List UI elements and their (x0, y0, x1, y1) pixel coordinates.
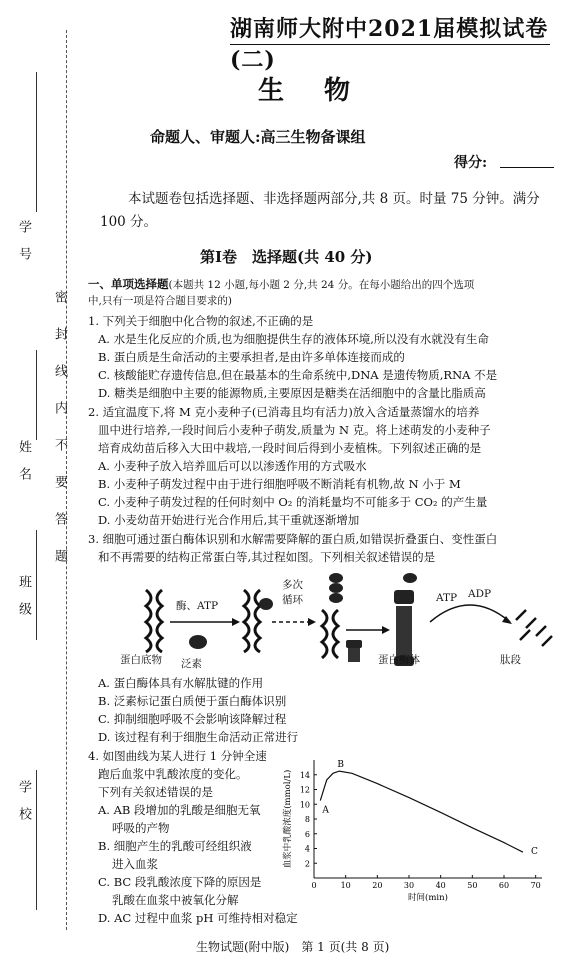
x-tick-label-0: 0 (311, 881, 317, 890)
y-tick-label-0: 2 (304, 859, 310, 869)
q1-stem: 1. 下列关于细胞中化合物的叙述,不正确的是 (88, 314, 314, 328)
y-tick-label-4: 10 (299, 800, 310, 810)
target-protein-label: 蛋白底物 (120, 654, 162, 666)
multi-cycle-label-2: 循环 (282, 594, 303, 606)
lactate-series (320, 771, 523, 852)
q2-option-b: B. 小麦种子萌发过程中由于进行细胞呼吸不断消耗有机物,故 N 小于 M (98, 477, 461, 491)
seal-warning-text: 密封线内不要答题 (52, 290, 67, 586)
q4-stem-3: 下列有关叙述错误的是 (98, 785, 213, 799)
q3-stem-2: 和不再需要的结构正常蛋白等,其过程如图。下列相关叙述错误的是 (98, 550, 436, 564)
y-tick-label-1: 4 (304, 844, 310, 854)
polyubiquitin-protein-icon (322, 573, 343, 658)
student-id-underline (36, 72, 37, 212)
x-ticks (311, 875, 540, 890)
q2-stem-1: 2. 适宜温度下,将 M 克小麦种子(已消毒且均有活力)放入含适量蒸馏水的培养 (88, 405, 480, 419)
q4-option-c-2: 乳酸在血浆中被氧化分解 (112, 893, 239, 907)
peptide-label: 肽段 (500, 654, 521, 666)
adp-label: ADP (468, 588, 492, 600)
q3-option-b: B. 泛素标记蛋白质便于蛋白酶体识别 (98, 694, 287, 708)
q2-stem-3: 培育成幼苗后移入大田中栽培,一段时间后得到小麦植株。下列叙述正确的是 (98, 441, 482, 455)
x-axis-label (408, 892, 448, 902)
x-tick-label-4: 40 (435, 881, 446, 890)
part1-note-1: (本题共 12 小题,每小题 2 分,共 24 分。在每小题给出的四个选项 (168, 279, 475, 291)
q4-option-c-1: C. BC 段乳酸浓度下降的原因是 (98, 875, 262, 889)
q1-option-d: D. 糖类是细胞中主要的能源物质,主要原因是糖类在活细胞中的含量比脂质高 (98, 386, 486, 400)
q4-stem-2: 跑后血浆中乳酸浓度的变化。 (98, 767, 248, 781)
x-tick-label-2: 20 (372, 881, 383, 890)
q2-stem-2: 皿中进行培养,一段时间后小麦种子萌发,质量为 N 克。将上述萌发的小麦种子 (98, 423, 491, 437)
arrow-1-icon (170, 618, 240, 626)
lactate-chart (280, 752, 550, 902)
part1-note-2: 中,只有一项是符合题目要求的) (88, 295, 232, 307)
exam-intro: 本试题卷包括选择题、非选择题两部分,共 8 页。时量 75 分钟。满分 100 分。 (100, 191, 540, 230)
school-label: 学校 (16, 780, 31, 834)
q1-option-a: A. 水是生化反应的介质,也为细胞提供生存的液体环境,所以没有水就没有生命 (98, 332, 489, 346)
section-title: 第Ⅰ卷 选择题(共 40 分) (200, 248, 373, 266)
y-axis-label-text: 血浆中乳酸浓度(mmol/L) (283, 769, 293, 869)
title-underline (230, 44, 550, 45)
proteasome-process-diagram (140, 570, 560, 670)
q4-option-d: D. AC 过程中血浆 pH 可维持相对稳定 (98, 911, 298, 925)
arrow-2-icon (272, 618, 316, 626)
lactate-curve (320, 771, 523, 852)
substrate-protein-icon (146, 590, 162, 652)
x-tick-label-3: 30 (403, 881, 415, 890)
y-tick-label-6: 14 (299, 770, 310, 780)
enzyme-atp-label: 酶、ATP (176, 600, 219, 612)
x-tick-label-1: 10 (340, 881, 351, 890)
multi-cycle-label-1: 多次 (282, 579, 303, 591)
class-underline (36, 530, 37, 640)
q4-stem-1: 4. 如图曲线为某人进行 1 分钟全速 (88, 749, 267, 763)
q2-option-a: A. 小麦种子放入培养皿后可以以渗透作用的方式吸水 (98, 459, 367, 473)
school-underline (36, 770, 37, 910)
q4-option-a-1: A. AB 段增加的乳酸是细胞无氧 (98, 803, 261, 817)
tagged-protein-icon (244, 590, 260, 652)
y-tick-label-2: 6 (304, 829, 310, 839)
annotation-B: B (337, 760, 344, 771)
ubiquitin-label: 泛素 (181, 658, 202, 670)
q2-option-c: C. 小麦种子萌发过程的任何时刻中 O₂ 的消耗量均不可能多于 CO₂ 的产生量 (98, 495, 488, 509)
q1-option-c: C. 核酸能贮存遗传信息,但在最基本的生命系统中,DNA 是遗传物质,RNA 不是 (98, 368, 498, 382)
proteasome-label: 蛋白酶体 (378, 654, 420, 666)
x-tick-label-6: 60 (498, 881, 510, 890)
x-tick-label-7: 70 (530, 881, 541, 890)
chart-axes (314, 760, 542, 878)
proteasome-icon-2 (346, 640, 362, 662)
name-label: 姓名 (16, 440, 31, 494)
y-tick-label-3: 8 (304, 815, 310, 824)
q4-option-b-1: B. 细胞产生的乳酸可经组织液 (98, 839, 252, 853)
class-label: 班级 (16, 575, 31, 629)
annotation-C: C (531, 847, 538, 858)
name-underline (36, 350, 37, 440)
q1-option-b: B. 蛋白质是生命活动的主要承担者,是由许多单体连接而成的 (98, 350, 405, 364)
student-id-label: 学号 (16, 220, 31, 274)
part1-heading: 一、单项选择题 (88, 277, 169, 291)
q4-option-a-2: 呼吸的产物 (112, 821, 170, 835)
annotation-A: A (322, 805, 329, 816)
q3-option-a: A. 蛋白酶体具有水解肽键的作用 (98, 676, 264, 690)
y-axis-label (282, 770, 293, 869)
q4-option-b-2: 进入血浆 (112, 857, 158, 871)
q3-option-c: C. 抑制细胞呼吸不会影响该降解过程 (98, 712, 287, 726)
q3-option-d: D. 该过程有利于细胞生命活动正常进行 (98, 730, 299, 744)
author-line: 命题人、审题人:高三生物备课组 (150, 128, 366, 146)
x-tick-label-5: 50 (467, 881, 478, 890)
q3-stem-1: 3. 细胞可通过蛋白酶体识别和水解需要降解的蛋白质,如错误折叠蛋白、变性蛋白 (88, 532, 498, 546)
y-tick-label-5: 12 (299, 785, 310, 795)
x-axis-label-text: 时间(min) (408, 893, 448, 902)
subject-title: 生物 (258, 76, 391, 106)
attached-ubiquitin-icon (259, 598, 273, 610)
atp-label: ATP (436, 592, 458, 604)
exam-title: 湖南师大附中2021届模拟试卷(二) (230, 16, 549, 73)
score-blank[interactable] (500, 167, 554, 168)
score-label: 得分: (454, 155, 488, 171)
page-footer: 生物试题(附中版) 第 1 页(共 8 页) (196, 940, 390, 954)
q2-option-d: D. 小麦幼苗开始进行光合作用后,其干重就逐渐增加 (98, 513, 360, 527)
ubiquitin-icon (189, 635, 207, 649)
arrow-3-icon (346, 626, 390, 634)
peptide-fragments-icon (516, 610, 552, 646)
atp-adp-arrow-icon (430, 605, 512, 624)
part1-heading-line (88, 276, 474, 294)
